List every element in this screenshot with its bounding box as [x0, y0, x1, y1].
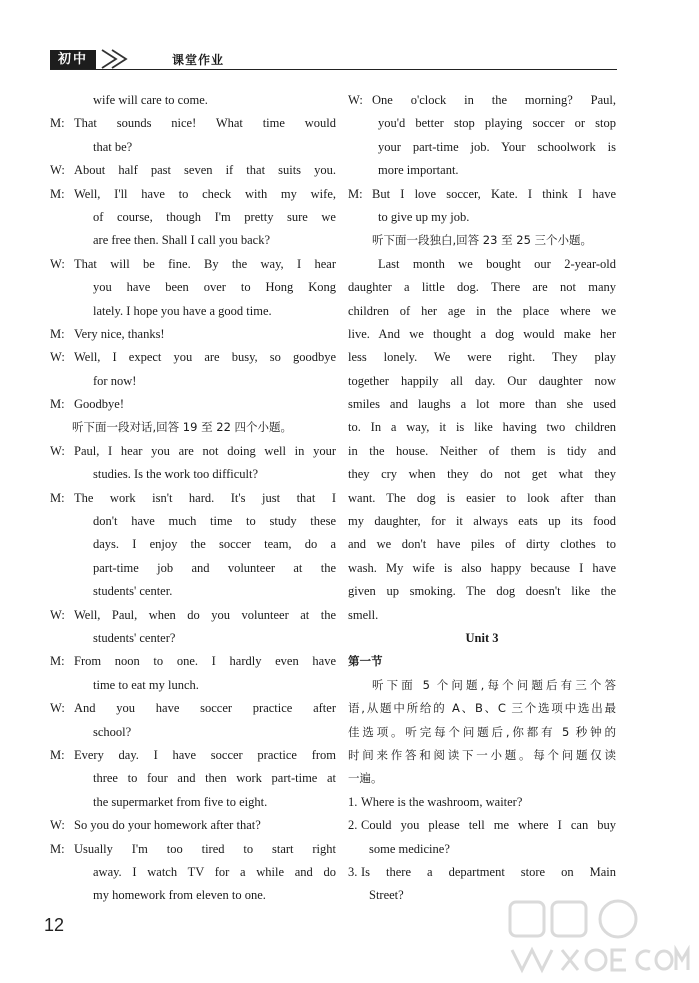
- left-line: [50, 814, 336, 837]
- line-text: students' center.: [93, 584, 173, 599]
- left-line: [50, 440, 336, 463]
- speaker-label: W:: [50, 350, 65, 365]
- speaker-label: 2.: [348, 818, 358, 833]
- speaker-label: M:: [50, 326, 65, 341]
- line-text: wash. My wife is also happy because I have: [348, 560, 616, 575]
- right-line: [348, 440, 616, 463]
- unit-heading: Unit 3: [465, 630, 499, 645]
- line-text: students' center?: [93, 630, 176, 645]
- right-line: [348, 229, 616, 252]
- line-text: want. The dog is easier to look after than: [348, 490, 616, 505]
- right-line: [348, 346, 616, 369]
- left-line: [50, 674, 336, 697]
- line-text: school?: [93, 724, 132, 739]
- right-line: [348, 323, 616, 346]
- right-line: [348, 650, 616, 673]
- right-line: [348, 112, 616, 135]
- left-line: [50, 510, 336, 533]
- line-text: Last month we bought our 2-year-old: [378, 256, 616, 271]
- left-line: [50, 370, 336, 393]
- right-line: [348, 767, 616, 790]
- line-text: smiles and laughs a lot more than she used: [348, 397, 616, 412]
- left-line: [50, 884, 336, 907]
- line-text: About half past seven if that suits you.: [74, 163, 336, 178]
- line-text: 语,从题中所给的 A、B、C 三个选项中选出最: [348, 701, 616, 716]
- right-column: [348, 89, 616, 908]
- line-text: some medicine?: [369, 841, 450, 856]
- left-line: [50, 487, 336, 510]
- line-text: So you do your homework after that?: [74, 818, 261, 833]
- left-line: [50, 89, 336, 112]
- right-line: [348, 861, 616, 884]
- left-line: [50, 557, 336, 580]
- line-text: 听下面一段对话,回答 19 至 22 四个小题。: [72, 420, 293, 435]
- line-text: Is there a department store on Main: [361, 864, 616, 879]
- line-text: my daughter, for it always eats up its food: [348, 514, 616, 529]
- header-rule: [50, 69, 617, 70]
- line-text: children of her age in the place where we: [348, 303, 616, 318]
- left-line: [50, 721, 336, 744]
- right-line: [348, 884, 616, 907]
- line-text: less lonely. We were right. They play: [348, 350, 616, 365]
- double-chevron-icon: [100, 48, 170, 70]
- speaker-label: W:: [50, 607, 65, 622]
- line-text: Every day. I have soccer practice from: [74, 747, 336, 762]
- left-line: [50, 206, 336, 229]
- line-text: But I love soccer, Kate. I think I have: [372, 186, 616, 201]
- line-text: part-time job and volunteer at the: [93, 560, 336, 575]
- left-line: [50, 253, 336, 276]
- line-text: that be?: [93, 139, 133, 154]
- speaker-label: 1.: [348, 794, 358, 809]
- left-line: [50, 159, 336, 182]
- left-line: [50, 183, 336, 206]
- left-line: [50, 276, 336, 299]
- line-text: days. I enjoy the soccer team, do a: [93, 537, 336, 552]
- line-text: That sounds nice! What time would: [74, 116, 336, 131]
- right-line: [348, 533, 616, 556]
- page-number: 12: [44, 915, 65, 935]
- left-line: [50, 697, 336, 720]
- left-line: [50, 650, 336, 673]
- line-text: And you have soccer practice after: [74, 701, 336, 716]
- left-line: [50, 533, 336, 556]
- speaker-label: 3.: [348, 864, 358, 879]
- speaker-label: W:: [348, 93, 363, 107]
- right-line: [348, 580, 616, 603]
- right-line: [348, 136, 616, 159]
- line-text: given up smoking. The dog doesn't like the: [348, 584, 616, 599]
- line-text: Could you please tell me where I can buy: [361, 818, 616, 833]
- left-line: [50, 744, 336, 767]
- right-line: [348, 393, 616, 416]
- left-line: [50, 463, 336, 486]
- right-line: [348, 557, 616, 580]
- left-line: [50, 767, 336, 790]
- speaker-label: W:: [50, 701, 65, 716]
- right-line: [348, 276, 616, 299]
- right-line: [348, 416, 616, 439]
- speaker-label: M:: [348, 186, 363, 201]
- left-line: [50, 580, 336, 603]
- speaker-label: M:: [50, 490, 65, 505]
- line-text: From noon to one. I hardly even have: [74, 654, 336, 669]
- right-line: [348, 744, 616, 767]
- line-text: together happily all day. Our daughter now: [348, 373, 616, 388]
- line-text: time to eat my lunch.: [93, 677, 199, 692]
- running-header: [50, 48, 617, 70]
- right-line: [348, 814, 616, 837]
- line-text: One o'clock in the morning? Paul,: [372, 93, 616, 107]
- line-text: for now!: [93, 373, 137, 388]
- right-line: [348, 697, 616, 720]
- speaker-label: M:: [50, 116, 65, 131]
- line-text: The work isn't hard. It's just that I: [74, 490, 336, 505]
- left-line: [50, 627, 336, 650]
- line-text: are free then. Shall I call you back?: [93, 233, 270, 248]
- right-line: [348, 370, 616, 393]
- line-text: wife will care to come.: [93, 93, 208, 107]
- left-line: [50, 112, 336, 135]
- line-text: 佳选项。听完每个问题后,你都有 5 秒钟的: [348, 724, 616, 739]
- line-text: don't have much time to study these: [93, 514, 336, 529]
- right-line: [348, 253, 616, 276]
- line-text: Goodbye!: [74, 397, 124, 412]
- line-text: your part-time job. Your schoolwork is: [378, 139, 616, 154]
- line-text: more important.: [378, 163, 459, 178]
- left-line: [50, 300, 336, 323]
- left-line: [50, 838, 336, 861]
- line-text: three to four and then work part-time at: [93, 771, 336, 786]
- left-line: [50, 229, 336, 252]
- line-text: to. In a way, it is like having two children: [348, 420, 616, 435]
- line-text: and we don't have piles of dirty clothes to: [348, 537, 616, 552]
- right-line: [348, 487, 616, 510]
- line-text: That will be fine. By the way, I hear: [74, 256, 336, 271]
- speaker-label: M:: [50, 654, 65, 669]
- line-text: you'd better stop playing soccer or stop: [378, 116, 616, 131]
- right-line: [348, 300, 616, 323]
- line-text: in the house. Neither of them is tidy and: [348, 443, 616, 458]
- left-line: [50, 791, 336, 814]
- line-text: of course, though I'm pretty sure we: [93, 209, 336, 224]
- right-line: [348, 674, 616, 697]
- line-text: to give up my job.: [378, 209, 470, 224]
- line-text: Usually I'm too tired to start right: [74, 841, 336, 856]
- right-line: [348, 721, 616, 744]
- line-text: daughter a little dog. There are not many: [348, 280, 616, 295]
- line-text: 时间来作答和阅读下一小题。每个问题仅读: [348, 747, 616, 762]
- left-line: [50, 346, 336, 369]
- line-text: my homework from eleven to one.: [93, 888, 266, 903]
- line-text: smell.: [348, 607, 379, 622]
- line-text: away. I watch TV for a while and do: [93, 864, 336, 879]
- section-heading: 第一节: [348, 654, 383, 669]
- speaker-label: M:: [50, 186, 65, 201]
- speaker-label: M:: [50, 747, 65, 762]
- left-line: [50, 136, 336, 159]
- left-column: [50, 89, 336, 908]
- level-badge: 初中: [50, 50, 96, 70]
- right-line: [348, 604, 616, 627]
- speaker-label: W:: [50, 256, 65, 271]
- line-text: Street?: [369, 888, 404, 903]
- right-line: [348, 463, 616, 486]
- left-line: [50, 861, 336, 884]
- right-line: [348, 627, 616, 650]
- line-text: 听下面一段独白,回答 23 至 25 三个小题。: [372, 233, 593, 248]
- left-line: [50, 393, 336, 416]
- left-line: [50, 416, 336, 439]
- line-text: Where is the washroom, waiter?: [361, 794, 523, 809]
- series-title: 课堂作业: [172, 53, 225, 67]
- line-text: Very nice, thanks!: [74, 326, 165, 341]
- left-line: [50, 323, 336, 346]
- line-text: the supermarket from five to eight.: [93, 794, 268, 809]
- line-text: Well, I'll have to check with my wife,: [74, 186, 336, 201]
- line-text: they cry when they do not get what they: [348, 467, 616, 482]
- line-text: Paul, I hear you are not doing well in your: [74, 443, 336, 458]
- right-line: [348, 89, 616, 112]
- right-line: [348, 183, 616, 206]
- left-line: [50, 604, 336, 627]
- speaker-label: W:: [50, 163, 65, 178]
- speaker-label: W:: [50, 818, 65, 833]
- line-text: 一遍。: [348, 771, 383, 786]
- line-text: Well, Paul, when do you volunteer at the: [74, 607, 336, 622]
- speaker-label: W:: [50, 443, 65, 458]
- line-text: lately. I hope you have a good time.: [93, 303, 272, 318]
- line-text: Well, I expect you are busy, so goodbye: [74, 350, 336, 365]
- line-text: you have been over to Hong Kong: [93, 280, 336, 295]
- line-text: 听下面 5 个问题,每个问题后有三个答: [372, 677, 616, 692]
- speaker-label: M:: [50, 841, 65, 856]
- right-line: [348, 510, 616, 533]
- line-text: live. And we thought a dog would make her: [348, 326, 616, 341]
- right-line: [348, 206, 616, 229]
- right-line: [348, 838, 616, 861]
- right-line: [348, 791, 616, 814]
- line-text: studies. Is the work too difficult?: [93, 467, 259, 482]
- speaker-label: M:: [50, 397, 65, 412]
- right-line: [348, 159, 616, 182]
